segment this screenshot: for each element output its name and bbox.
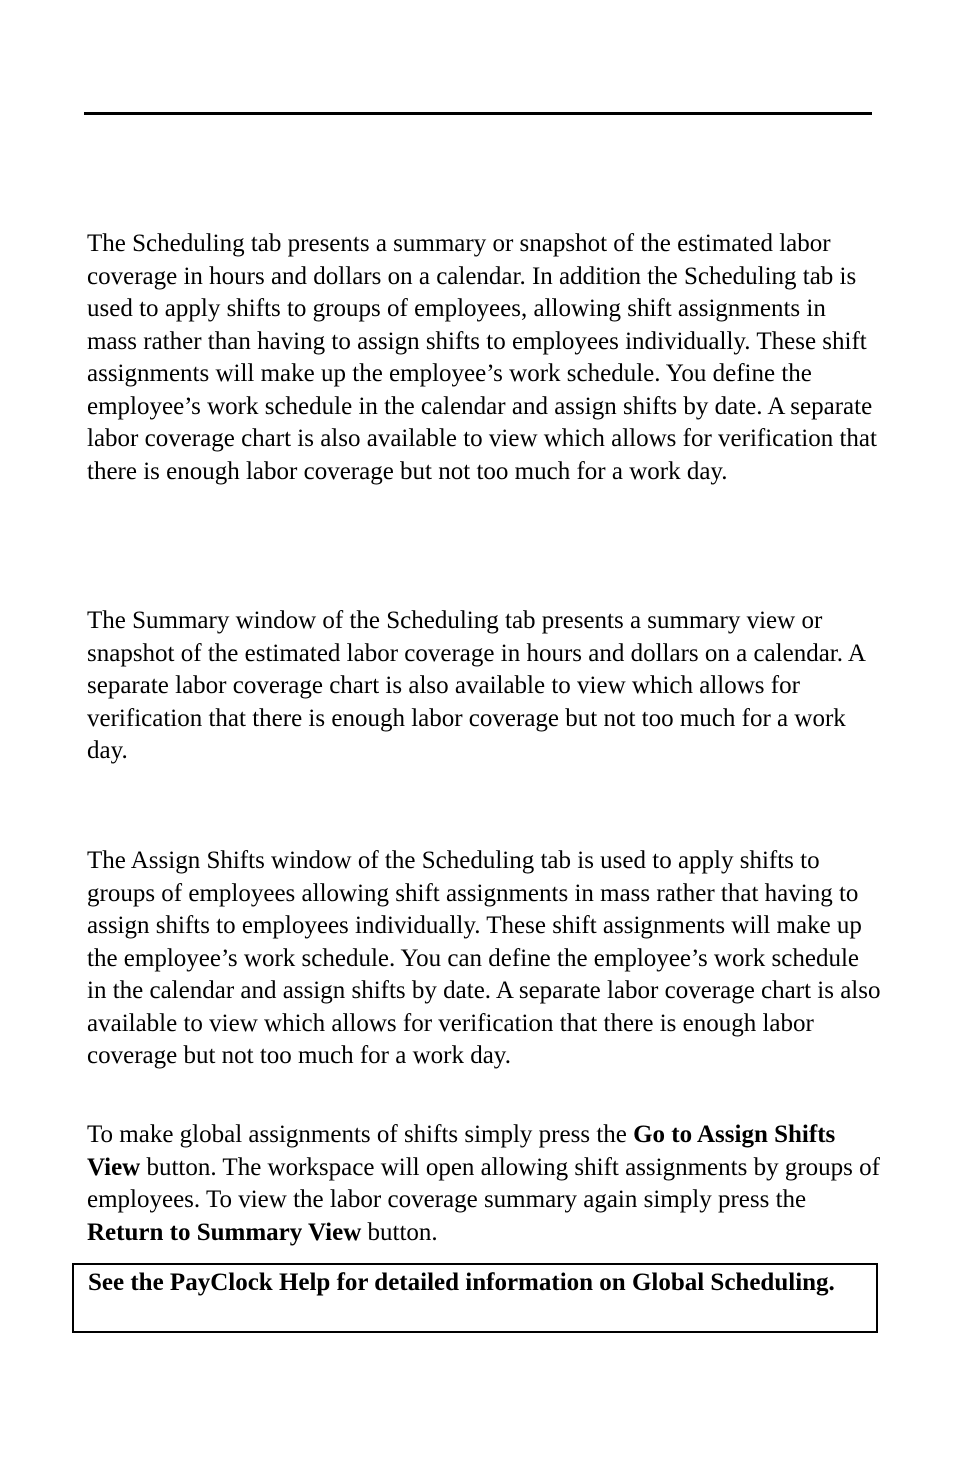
global-text-part2: button. The workspace will open allowing shift assignments by groups of employees. To view the labor coverage summary again simply press the xyxy=(87,1153,880,1213)
assign-shifts-paragraph: The Assign Shifts window of the Scheduling tab is used to apply shifts to groups of employees allowing shift assignments in mass rather that having to assign shifts to employees individually. These shift assignments will make up the employee’s work schedule. You can define the employee’s work schedule in the calendar and assign shifts by date. A separate labor coverage chart is also available to view which allows for verification that there is enough labor coverage but not too much for a work day. xyxy=(87,847,881,1069)
help-note-box xyxy=(72,1263,878,1333)
global-text-part1: To make global assignments of shifts simply press the xyxy=(87,1121,634,1148)
global-assignments-paragraph xyxy=(87,1119,882,1249)
global-text-part3: button. xyxy=(361,1218,438,1246)
header-rule xyxy=(84,112,872,115)
scheduling-intro-paragraph: The Scheduling tab presents a summary or snapshot of the estimated labor coverage in hours and dollars on a calendar. In addition the Scheduling tab is used to apply shifts to groups of employees, allowing shift assignments in mass rather than having to assign shifts to employees individually. These shift assignments will make up the employee’s work schedule. You define the employee’s work schedule in the calendar and assign shifts by date. A separate labor coverage chart is also available to view which allows for verification that there is enough labor coverage but not too much for a work day. xyxy=(87,230,877,485)
go-to-assign-shifts-view-label: Go to Assign Shifts View xyxy=(87,1121,836,1181)
help-note-text: See the PayClock Help for detailed information on Global Scheduling. xyxy=(88,1269,835,1296)
summary-window-paragraph: The Summary window of the Scheduling tab presents a summary view or snapshot of the estimated labor coverage in hours and dollars on a calendar. A separate labor coverage chart is also available to view which allows for verification that there is enough labor coverage but not too much for a work day. xyxy=(87,607,865,764)
return-to-summary-view-label: Return to Summary View xyxy=(87,1218,362,1246)
